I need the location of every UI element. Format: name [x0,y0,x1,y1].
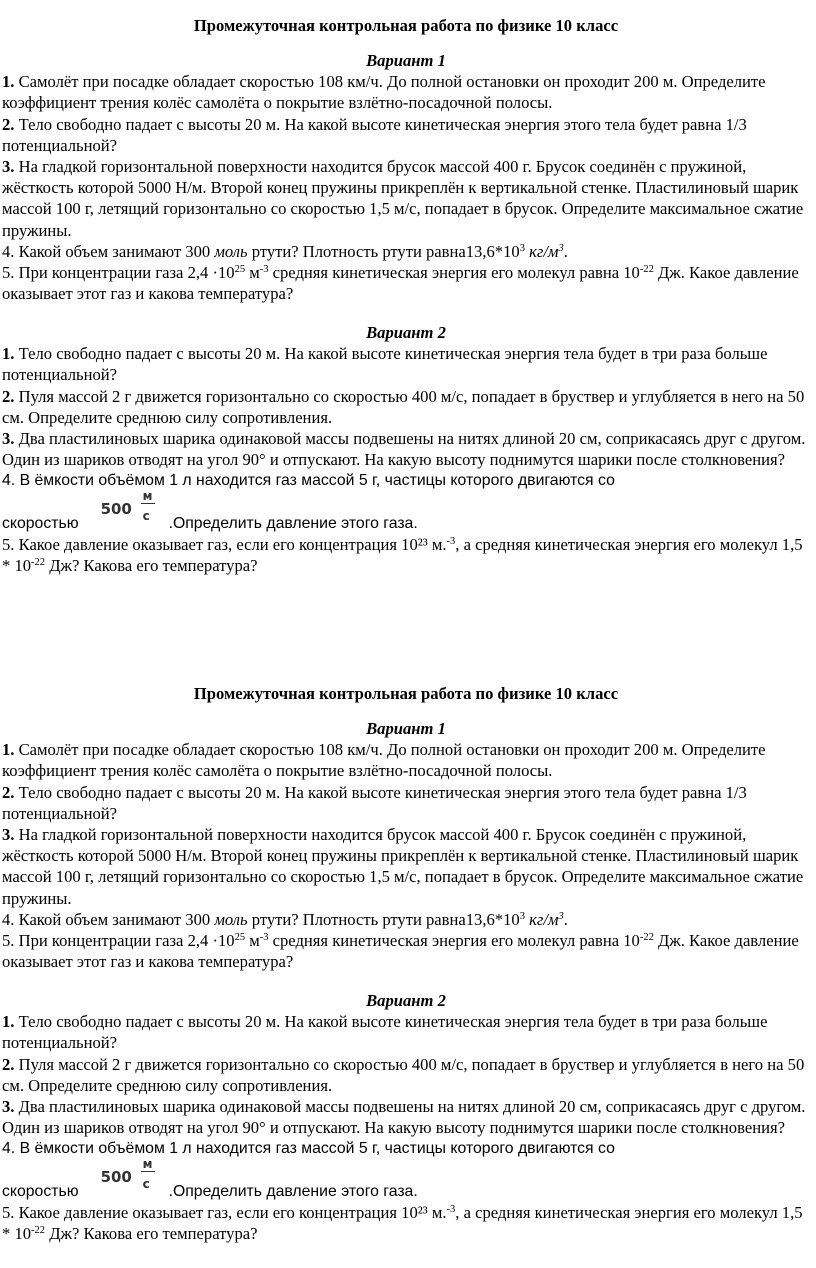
question-5: 5. При концентрации газа $2,4 \cdot 10^{25}$ $м^{-3}$ средняя кинетическая энергия его молекул равна $10^{-22}$ Дж. Какое давление оказывает этот газ и какова температура? [2,263,799,304]
question-1: 1. Тело свободно падает с высоты 20 м. На какой высоте кинетическая энергия тела будет в три раза больше потенциальной? [2,1012,768,1053]
question-2: 2. Пуля массой 2 г движется горизонтально со скоростью 400 м/с, попадает в бруствер и углубляется в него на 50 см. Определите среднюю силу сопротивления. [2,1054,805,1095]
question-4: 4. Какой объем занимают 300 моль ртути? Плотность ртути $равна13,6*10^3$ $кг/м^3$. [2,909,568,929]
variant-1-block [2,50,810,304]
question-4-line-1: 4. В ёмкости объёмом 1 л находится газ массой 5 г, частицы которого двигаются со [2,472,615,490]
variant-2-block [2,322,810,576]
variant-1-block-copy [2,718,810,972]
question-5: 5. При концентрации газа $2,4 \cdot 10^{25}$ $м^{-3}$ средняя кинетическая энергия его молекул равна $10^{-22}$ Дж. Какое давление оказывает этот газ и какова температура? [2,931,799,972]
question-3: 3. На гладкой горизонтальной поверхности находится брусок массой 400 г. Брусок соединён с пружиной, жёсткость которой 5000 Н/м. Второй конец пружины прикреплён к вертикальной стенке. Пластилиновый шарик массой 100 г, летящий горизонтально со скоростью 1,5 м/с, попадает в брусок. Определите максимальное сжатие пружины. [2,157,804,240]
question-1: 1. Тело свободно падает с высоты 20 м. На какой высоте кинетическая энергия тела будет в три раза больше потенциальной? [2,344,768,385]
variant-1-heading: Вариант 1 [366,51,446,70]
page-title-copy: Промежуточная контрольная работа по физике 10 класс [193,684,619,703]
section-1 [2,15,810,36]
question-5: 5. Какое давление оказывает газ, если его концентрация 10²³ м.$^{-3}$, а средняя кинетическая энергия его молекул $1,5 * 10^{-22}$ Дж? Какова его температура? [2,1202,803,1244]
question-4: 4. Какой объем занимают 300 моль ртути? Плотность ртути $равна13,6*10^3$ $кг/м^3$. [2,241,568,261]
variant-1-heading: Вариант 1 [366,719,446,738]
question-4-line-1: 4. В ёмкости объёмом 1 л находится газ массой 5 г, частицы которого двигаются со [2,1140,615,1158]
question-3: 3. Два пластилиновых шарика одинаковой массы подвешены на нитях длиной 20 см, соприкасаясь друг с другом. Один из шариков отводят на угол 90° и отпускают. На какую высоту поднимутся шарики после столкновения? [2,1097,806,1138]
question-2: 2. Тело свободно падает с высоты 20 м. На какой высоте кинетическая энергия этого тела будет равна 1/3 потенциальной? [2,782,747,823]
question-2: 2. Тело свободно падает с высоты 20 м. На какой высоте кинетическая энергия этого тела будет равна 1/3 потенциальной? [2,114,747,155]
velocity-fraction: 500 м с [101,1162,167,1200]
question-1: 1. Самолёт при посадке обладает скоростью 108 км/ч. До полной остановки он проходит 200 м. Определите коэффициент трения колёс самолёта о покрытие взлётно-посадочной полосы. [2,740,766,781]
question-3: 3. На гладкой горизонтальной поверхности находится брусок массой 400 г. Брусок соединён с пружиной, жёсткость которой 5000 Н/м. Второй конец пружины прикреплён к вертикальной стенке. Пластилиновый шарик массой 100 г, летящий горизонтально со скоростью 1,5 м/с, попадает в брусок. Определите максимальное сжатие пружины. [2,825,804,908]
velocity-fraction: 500 м с [101,494,167,532]
question-2: 2. Пуля массой 2 г движется горизонтально со скоростью 400 м/с, попадает в бруствер и углубляется в него на 50 см. Определите среднюю силу сопротивления. [2,386,805,427]
question-4-line-2: скоростью 500 м с .Определить давление этого газа. [2,488,418,532]
question-4-line-2: скоростью 500 м с .Определить давление этого газа. [2,1156,418,1200]
section-2 [2,683,810,704]
variant-2-block-copy [2,990,810,1244]
question-3: 3. Два пластилиновых шарика одинаковой массы подвешены на нитях длиной 20 см, соприкасаясь друг с другом. Один из шариков отводят на угол 90° и отпускают. На какую высоту поднимутся шарики после столкновения? [2,429,806,470]
question-1: 1. Самолёт при посадке обладает скоростью 108 км/ч. До полной остановки он проходит 200 м. Определите коэффициент трения колёс самолёта о покрытие взлётно-посадочной полосы. [2,72,766,113]
variant-2-heading: Вариант 2 [366,323,446,342]
page-title: Промежуточная контрольная работа по физике 10 класс [193,16,619,35]
variant-2-heading: Вариант 2 [366,991,446,1010]
question-5: 5. Какое давление оказывает газ, если его концентрация 10²³ м.$^{-3}$, а средняя кинетическая энергия его молекул $1,5 * 10^{-22}$ Дж? Какова его температура? [2,534,803,576]
